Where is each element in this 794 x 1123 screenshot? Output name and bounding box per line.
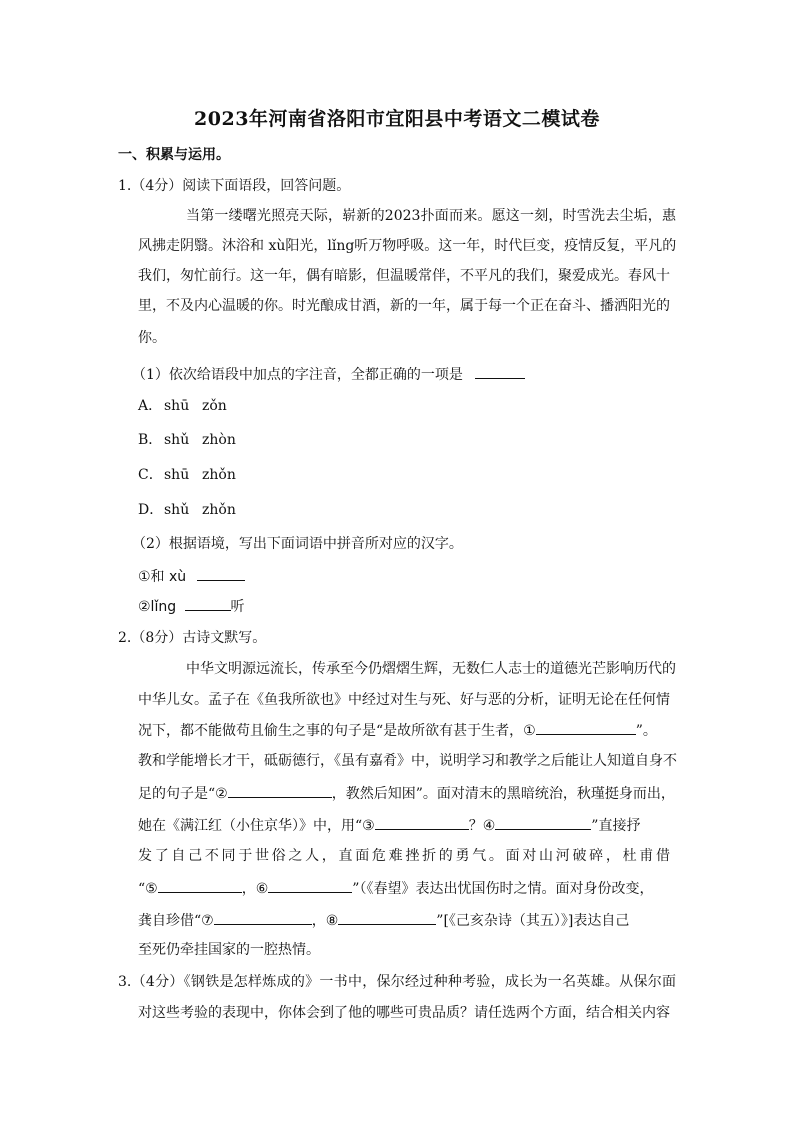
q2-line-1: 中华文明源远流长，传承至今仍熠熠生辉，无数仁人志士的道德光芒影响历代的 <box>186 661 676 677</box>
option-letter: C． <box>138 467 163 483</box>
q2-line-5 <box>138 783 675 804</box>
page-title: 2023年河南省洛阳市宜阳县中考语文二模试卷 <box>194 108 600 130</box>
option-pinyin-1: shǔ <box>164 502 190 518</box>
option-pinyin-2: zhǒn <box>202 502 236 518</box>
fill-item-1 <box>138 566 245 587</box>
blank-number: ⑧ <box>325 913 339 929</box>
q2-line-4: 教和学能增长才干，砥砺德行，《虽有嘉肴》中，说明学习和教学之后能让人知道自身不 <box>138 753 677 769</box>
passage-line-3: 我们，匆忙前行。这一年，偶有暗影，但温暖常伴，不平凡的我们，聚爱成光。春风十 <box>138 268 670 284</box>
fill-item-2-suffix: 听 <box>230 599 245 615</box>
option-letter: B． <box>138 432 163 448</box>
q2-line-3-end: ”。 <box>635 723 657 739</box>
question-3-line-1: 3.（4分）《钢铁是怎样炼成的》一书中，保尔经过种种考验，成长为一名英雄。从保尔面 <box>118 974 676 990</box>
sub-question-2: （2）根据语境，写出下面词语中拼音所对应的汉字。 <box>132 536 463 552</box>
blank-number: ⑤ <box>145 881 158 897</box>
q2-line-9 <box>138 910 629 931</box>
fill-item-2-label: ②lǐng <box>138 599 177 615</box>
q2-line-8 <box>138 878 653 899</box>
option-pinyin-2: zhǒn <box>202 467 236 483</box>
answer-blank[interactable] <box>475 364 525 379</box>
passage-line-2: 风拂走阴翳。沐浴和 xù阳光，lǐng听万物呼吸。这一年，时代巨变，疫情反复，平凡的 <box>138 238 677 254</box>
answer-blank[interactable] <box>197 566 245 581</box>
option-a[interactable] <box>138 396 227 416</box>
option-pinyin-2: zǒn <box>202 398 227 414</box>
answer-blank[interactable] <box>268 878 352 893</box>
q2-line-2: 中华儿女。孟子在《鱼我所欲也》中经过对生与死、好与恶的分析，证明无论在任何情 <box>138 692 670 708</box>
q2-line-9-end: ”[《己亥杂诗（其五）》]表达自己 <box>436 913 630 929</box>
q2-line-3 <box>138 720 657 741</box>
fill-item-2 <box>138 596 245 617</box>
answer-blank[interactable] <box>185 596 231 611</box>
answer-blank[interactable] <box>536 720 636 735</box>
q2-line-5-text: 足的句子是“ <box>138 786 216 802</box>
option-letter: A． <box>138 398 163 414</box>
blank-number: ① <box>523 723 536 739</box>
sub-question-1-text: （1）依次给语段中加点的字注音，全都正确的一项是 <box>132 367 463 383</box>
option-letter: D． <box>138 502 164 518</box>
q2-line-10: 至死仍牵挂国家的一腔热情。 <box>138 942 320 958</box>
q2-line-8-end: ”（《春望》表达出忧国伤时之情。面对身份改变， <box>352 881 654 897</box>
answer-blank[interactable] <box>495 815 591 830</box>
q2-line-7: 发了自己不同于世俗之人，直面危难挫折的勇气。面对山河破碎，杜甫借 <box>138 848 670 864</box>
q2-line-6-end: ”直接抒 <box>591 818 641 834</box>
q2-line-6 <box>138 815 640 836</box>
option-c[interactable] <box>138 465 236 485</box>
option-d[interactable] <box>138 500 236 520</box>
option-pinyin-1: shǔ <box>164 432 190 448</box>
passage-line-5: 你。 <box>138 330 166 346</box>
q2-line-5-end: ，教然后知困”。面对清末的黑暗统治，秋瑾挺身而出， <box>331 786 675 802</box>
option-pinyin-2: zhòn <box>202 432 236 448</box>
sub-question-1 <box>132 364 525 385</box>
passage-line-1: 当第一缕曙光照亮天际，崭新的2023扑面而来。愿这一刻，时雪洗去尘垢，惠 <box>186 208 676 224</box>
option-pinyin-1: shū <box>164 398 190 414</box>
blank-number: ④ <box>482 818 496 834</box>
option-pinyin-1: shū <box>164 467 190 483</box>
blank-number: ⑦ <box>201 913 214 929</box>
blank-number: ⑥ <box>255 881 269 897</box>
passage-line-4: 里，不及内心温暖的你。时光酿成甘酒，新的一年，属于每一个正在奋斗、播洒阳光的 <box>138 298 670 314</box>
answer-blank[interactable] <box>228 783 332 798</box>
q2-line-8-comma: ， <box>241 881 256 897</box>
q2-line-6-text: 她在《满江红（小住京华）》中，用“ <box>138 818 363 834</box>
question-1-heading: 1.（4分）阅读下面语段，回答问题。 <box>118 178 351 194</box>
section-heading: 一、积累与运用。 <box>118 147 230 163</box>
blank-number: ② <box>215 786 228 802</box>
blank-number: ③ <box>362 818 375 834</box>
question-3-line-2: 对这些考验的表现中，你体会到了他的哪些可贵品质？请任选两个方面，结合相关内容 <box>138 1005 670 1021</box>
question-2-heading: 2.（8分）古诗文默写。 <box>118 630 267 646</box>
fill-item-1-label: ①和 xù <box>138 569 187 585</box>
q2-line-6-mid: ？ <box>468 818 483 834</box>
answer-blank[interactable] <box>375 815 469 830</box>
q2-line-9-comma: ， <box>311 913 326 929</box>
answer-blank[interactable] <box>338 910 436 925</box>
option-b[interactable] <box>138 430 236 450</box>
answer-blank[interactable] <box>158 878 242 893</box>
q2-line-9-text: 龚自珍借“ <box>138 913 202 929</box>
q2-line-3-text: 况下，都不能做苟且偷生之事的句子是“是故所欲有甚于生者， <box>138 723 524 739</box>
answer-blank[interactable] <box>214 910 312 925</box>
q2-line-8-open: “ <box>138 881 146 897</box>
